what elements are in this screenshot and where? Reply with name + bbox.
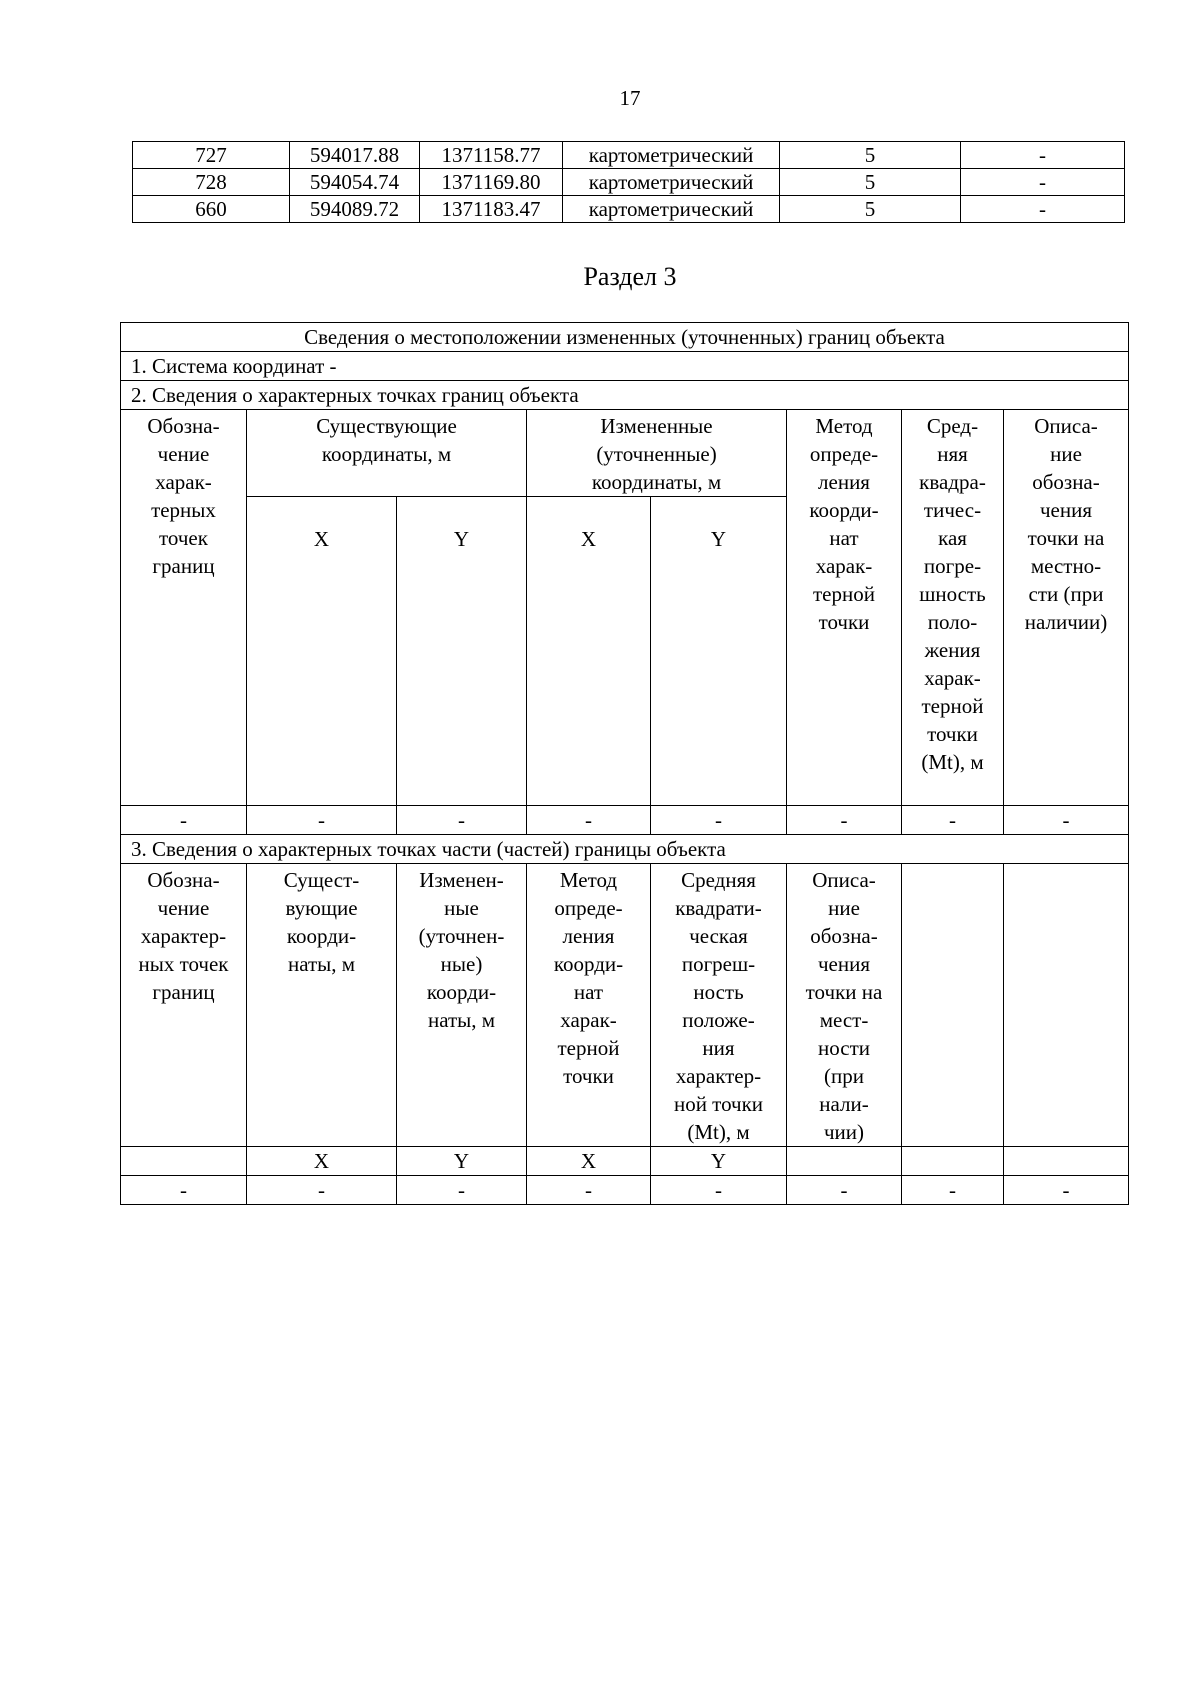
method-cell: картометрический [563, 142, 780, 169]
data-cell: - [902, 1176, 1004, 1205]
header-designation: Обозна- чение харак- терных точек границ [121, 410, 247, 806]
header-existing-y: Y [397, 497, 527, 806]
part3-header-row [121, 864, 1129, 1147]
part3-xy-row [121, 1147, 1129, 1176]
part3-header-existing-coords: Сущест- вующие коорди- наты, м [247, 864, 397, 1147]
header-existing-coords: Существующие координаты, м [247, 410, 527, 497]
data-cell: - [527, 1176, 651, 1205]
section-title: Раздел 3 [583, 262, 677, 291]
header-method: Метод опреде- ления коорди- нат харак- терной точки [787, 410, 902, 806]
header-changed-y: Y [651, 497, 787, 806]
xy-cell: Y [651, 1147, 787, 1176]
part3-header-designation: Обозна- чение характер- ных точек границ [121, 864, 247, 1147]
data-cell: - [247, 1176, 397, 1205]
accuracy-cell: 5 [780, 196, 961, 223]
method-cell: картометрический [563, 169, 780, 196]
table-row [133, 196, 1125, 223]
x-coordinate-cell: 594017.88 [290, 142, 420, 169]
data-cell: - [902, 806, 1004, 835]
part2-header-row [121, 410, 1129, 497]
part2-title-row [121, 381, 1129, 410]
xy-cell [121, 1147, 247, 1176]
data-cell: - [397, 806, 527, 835]
xy-cell: X [247, 1147, 397, 1176]
point-number-cell: 728 [133, 169, 290, 196]
xy-cell [1004, 1147, 1129, 1176]
data-cell: - [651, 806, 787, 835]
part3-header-changed-coords: Изменен- ные (уточнен- ные) коорди- наты, м [397, 864, 527, 1147]
method-cell: картометрический [563, 196, 780, 223]
header-changed-x: X [527, 497, 651, 806]
description-cell: - [961, 196, 1125, 223]
data-cell: - [787, 1176, 902, 1205]
page-number: 17 [619, 86, 641, 110]
header-description: Описа- ние обозна- чения точки на местно- сти (при наличии) [1004, 410, 1129, 806]
accuracy-cell: 5 [780, 169, 961, 196]
header-accuracy: Сред- няя квадра- тичес- кая погре- шность поло- жения харак- терной точки (Mt), м [902, 410, 1004, 806]
description-cell: - [961, 142, 1125, 169]
y-coordinate-cell: 1371183.47 [420, 196, 563, 223]
data-cell: - [787, 806, 902, 835]
xy-cell [787, 1147, 902, 1176]
part3-title: 3. Сведения о характерных точках части (частей) границы объекта [121, 835, 1129, 864]
x-coordinate-cell: 594054.74 [290, 169, 420, 196]
xy-cell: X [527, 1147, 651, 1176]
data-cell: - [1004, 1176, 1129, 1205]
table-title-row [121, 323, 1129, 352]
boundary-changes-table [120, 322, 1129, 1205]
coord-system-row [121, 352, 1129, 381]
data-cell: - [397, 1176, 527, 1205]
data-cell: - [527, 806, 651, 835]
part3-header-description: Описа- ние обозна- чения точки на мест- ности (при нали- чии) [787, 864, 902, 1147]
xy-cell [902, 1147, 1004, 1176]
part3-header-accuracy: Средняя квадрати- ческая погреш- ность положе- ния характер- ной точки (Mt), м [651, 864, 787, 1147]
part2-title: 2. Сведения о характерных точках границ объекта [121, 381, 1129, 410]
description-cell: - [961, 169, 1125, 196]
point-number-cell: 660 [133, 196, 290, 223]
header-existing-x: X [247, 497, 397, 806]
data-cell: - [651, 1176, 787, 1205]
accuracy-cell: 5 [780, 142, 961, 169]
x-coordinate-cell: 594089.72 [290, 196, 420, 223]
part2-data-row [121, 806, 1129, 835]
table-row [133, 169, 1125, 196]
part3-data-row [121, 1176, 1129, 1205]
y-coordinate-cell: 1371169.80 [420, 169, 563, 196]
data-cell: - [1004, 806, 1129, 835]
table-title: Сведения о местоположении измененных (уточненных) границ объекта [121, 323, 1129, 352]
empty-cell [902, 864, 1004, 1147]
coordinates-table [132, 141, 1125, 223]
table-row [133, 142, 1125, 169]
coord-system-label: 1. Система координат - [121, 352, 1129, 381]
data-cell: - [121, 1176, 247, 1205]
xy-cell: Y [397, 1147, 527, 1176]
part3-title-row [121, 835, 1129, 864]
point-number-cell: 727 [133, 142, 290, 169]
header-changed-coords: Измененные (уточненные) координаты, м [527, 410, 787, 497]
data-cell: - [121, 806, 247, 835]
part3-header-method: Метод опреде- ления коорди- нат харак- терной точки [527, 864, 651, 1147]
data-cell: - [247, 806, 397, 835]
y-coordinate-cell: 1371158.77 [420, 142, 563, 169]
empty-cell [1004, 864, 1129, 1147]
coordinates-table-body [133, 142, 1125, 223]
